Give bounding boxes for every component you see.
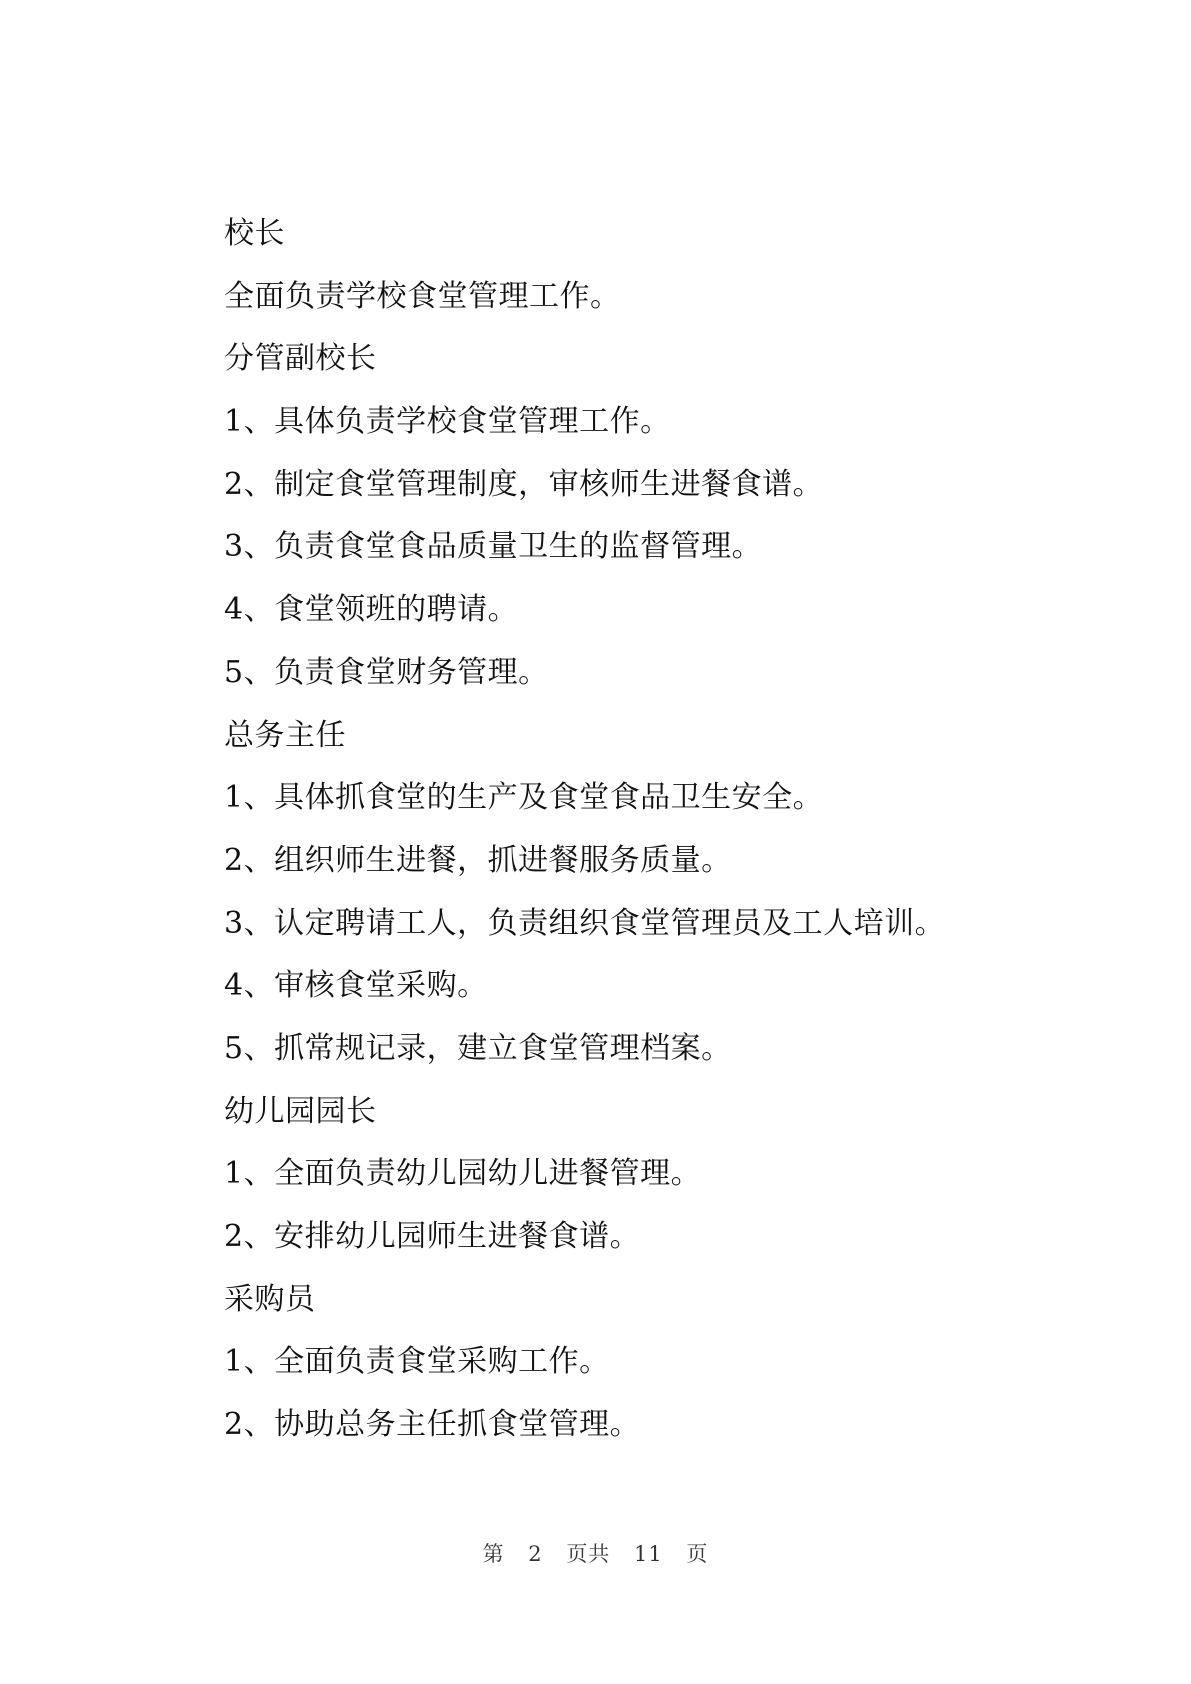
list-item: 5、抓常规记录，建立食堂管理档案。: [224, 1030, 732, 1066]
list-item: 5、负责食堂财务管理。: [224, 654, 549, 690]
page-footer: [0, 1538, 1191, 1568]
section-heading-general-affairs: 总务主任: [224, 717, 346, 753]
list-item: 4、审核食堂采购。: [224, 968, 488, 1004]
footer-prefix: 第: [482, 1542, 505, 1566]
section-heading-vice-principal: 分管副校长: [224, 341, 377, 377]
footer-current-page: 2: [528, 1542, 543, 1566]
section-heading-principal: 校长: [224, 216, 285, 251]
list-item: 1、具体负责学校食堂管理工作。: [224, 404, 671, 440]
footer-total-pages: 11: [634, 1542, 663, 1566]
list-item: 2、安排幼儿园师生进餐食谱。: [224, 1219, 641, 1254]
paragraph: 全面负责学校食堂管理工作。: [224, 278, 621, 314]
list-item: 2、协助总务主任抓食堂管理。: [224, 1407, 641, 1443]
list-item: 2、制定食堂管理制度，审核师生进餐食谱。: [224, 466, 824, 502]
list-item: 3、负责食堂食品质量卫生的监督管理。: [224, 529, 763, 565]
list-item: 3、认定聘请工人，负责组织食堂管理员及工人培训。: [224, 905, 946, 941]
footer-middle: 页共: [566, 1542, 611, 1566]
list-item: 1、全面负责食堂采购工作。: [224, 1344, 610, 1380]
list-item: 2、组织师生进餐，抓进餐服务质量。: [224, 842, 732, 878]
document-body: [224, 203, 1064, 1457]
list-item: 1、具体抓食堂的生产及食堂食品卫生安全。: [224, 780, 824, 816]
section-heading-purchaser: 采购员: [224, 1281, 316, 1317]
list-item: 4、食堂领班的聘请。: [224, 592, 519, 628]
section-heading-kindergarten-director: 幼儿园园长: [224, 1093, 377, 1129]
list-item: 1、全面负责幼儿园幼儿进餐管理。: [224, 1156, 702, 1192]
footer-suffix: 页: [686, 1542, 709, 1566]
